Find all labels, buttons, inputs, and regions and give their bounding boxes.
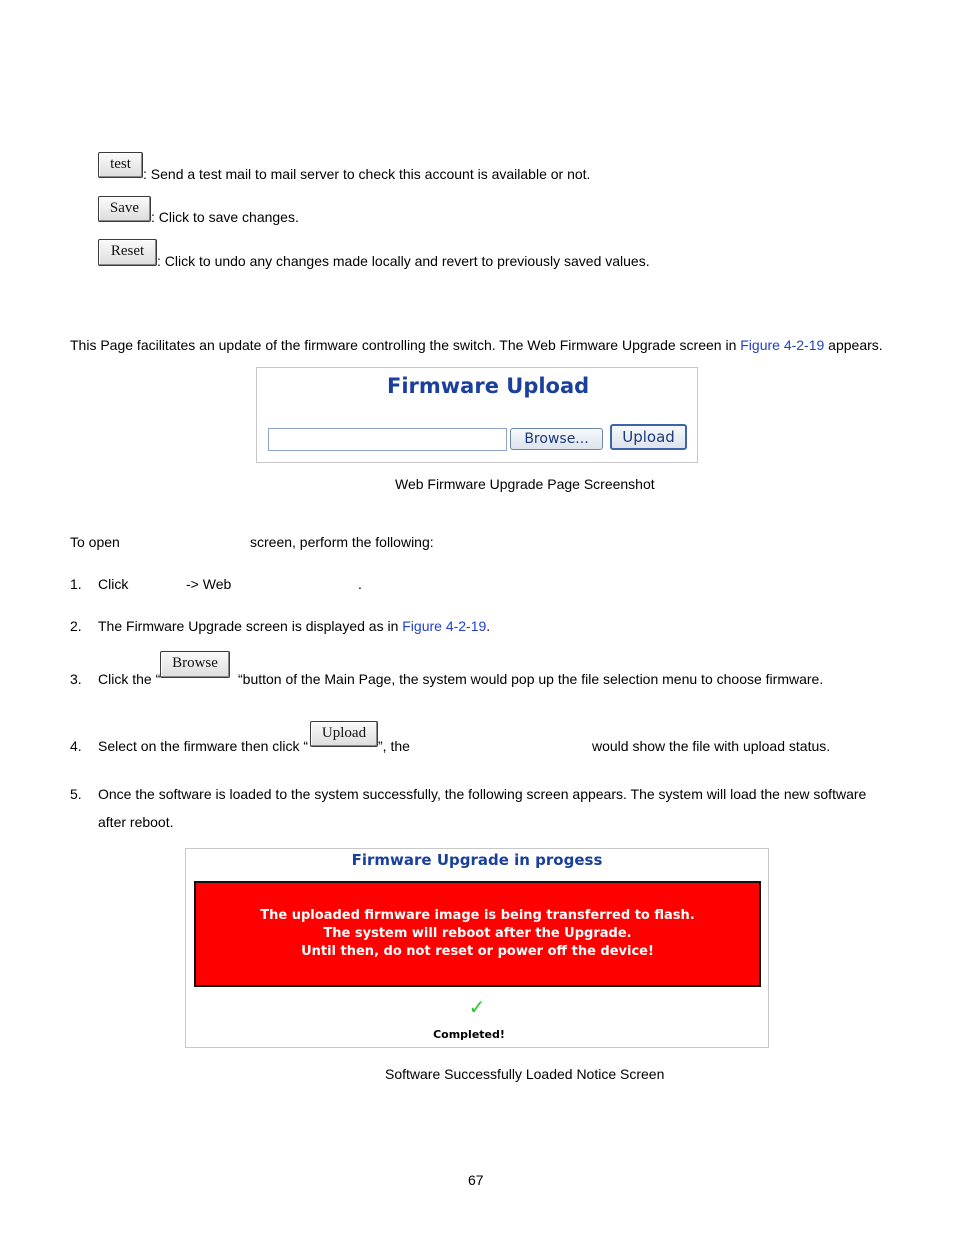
step-4-text-start: Select on the firmware then click “ (98, 738, 309, 754)
figure2-caption: Software Successfully Loaded Notice Screen (385, 1066, 665, 1082)
banner-line-1: The uploaded firmware image is being transferred to flash. (260, 908, 695, 923)
step-5-line-2: after reboot. (98, 814, 174, 830)
step-2-text-end: . (486, 618, 491, 634)
figure-link[interactable]: Figure 4-2-19 (740, 337, 825, 353)
reset-button-description: : Click to undo any changes made locally and revert to previously saved values. (157, 253, 650, 269)
step-2-text-start: The Firmware Upgrade screen is displayed as in (98, 618, 403, 634)
open-text-end: screen, perform the following: (250, 534, 434, 550)
intro-text: This Page facilitates an update of the firmware controlling the switch. The Web Firmware Upgrade screen in (70, 337, 741, 353)
file-path-input[interactable] (268, 428, 507, 451)
step-1-click: Click (98, 576, 129, 592)
browse-button[interactable]: Browse... (510, 428, 603, 450)
upgrade-warning-banner (194, 881, 761, 987)
step-2-text (98, 618, 490, 634)
check-icon: ✓ (468, 995, 486, 1019)
banner-line-3: Until then, do not reset or power off the device! (301, 944, 654, 959)
reset-button-image: Reset (98, 239, 157, 266)
step-3-number: 3. (70, 671, 82, 687)
upgrade-progress-title: Firmware Upgrade in progess (351, 851, 603, 869)
upload-button-image: Upload (310, 721, 378, 747)
firmware-upload-figure (256, 367, 698, 463)
open-text-start: To open (70, 534, 120, 550)
test-button-image: test (98, 152, 143, 178)
step-2-figure-link[interactable]: Figure 4-2-19 (402, 618, 487, 634)
intro-text-end: appears. (824, 337, 883, 353)
banner-line-2: The system will reboot after the Upgrade. (323, 926, 632, 941)
completed-label: Completed! (433, 1028, 505, 1041)
step-2-number: 2. (70, 618, 82, 634)
save-button-description: : Click to save changes. (151, 209, 299, 225)
firmware-upload-title: Firmware Upload (387, 374, 590, 398)
firmware-upgrade-progress-figure (185, 848, 769, 1048)
figure1-caption: Web Firmware Upgrade Page Screenshot (395, 476, 655, 492)
step-4-text-end: would show the file with upload status. (592, 738, 831, 754)
step-1-web: -> Web (186, 576, 232, 592)
page-number: 67 (468, 1172, 484, 1188)
step-5-number: 5. (70, 786, 82, 802)
upload-button[interactable]: Upload (610, 424, 687, 450)
browse-button-image: Browse (160, 651, 230, 678)
step-1-number: 1. (70, 576, 82, 592)
step-4-number: 4. (70, 738, 82, 754)
step-4-text-mid: ”, the (378, 738, 410, 754)
step-5-line-1: Once the software is loaded to the system successfully, the following screen appears. The system will load the new software (98, 786, 867, 802)
step-3-text-end: “button of the Main Page, the system would pop up the file selection menu to choose firmware. (238, 671, 824, 687)
save-button-image: Save (98, 196, 151, 222)
test-button-description: : Send a test mail to mail server to check this account is available or not. (143, 166, 591, 182)
step-1-period: . (358, 576, 362, 592)
intro-paragraph (70, 337, 883, 353)
step-3-text-start: Click the “ (98, 671, 161, 687)
